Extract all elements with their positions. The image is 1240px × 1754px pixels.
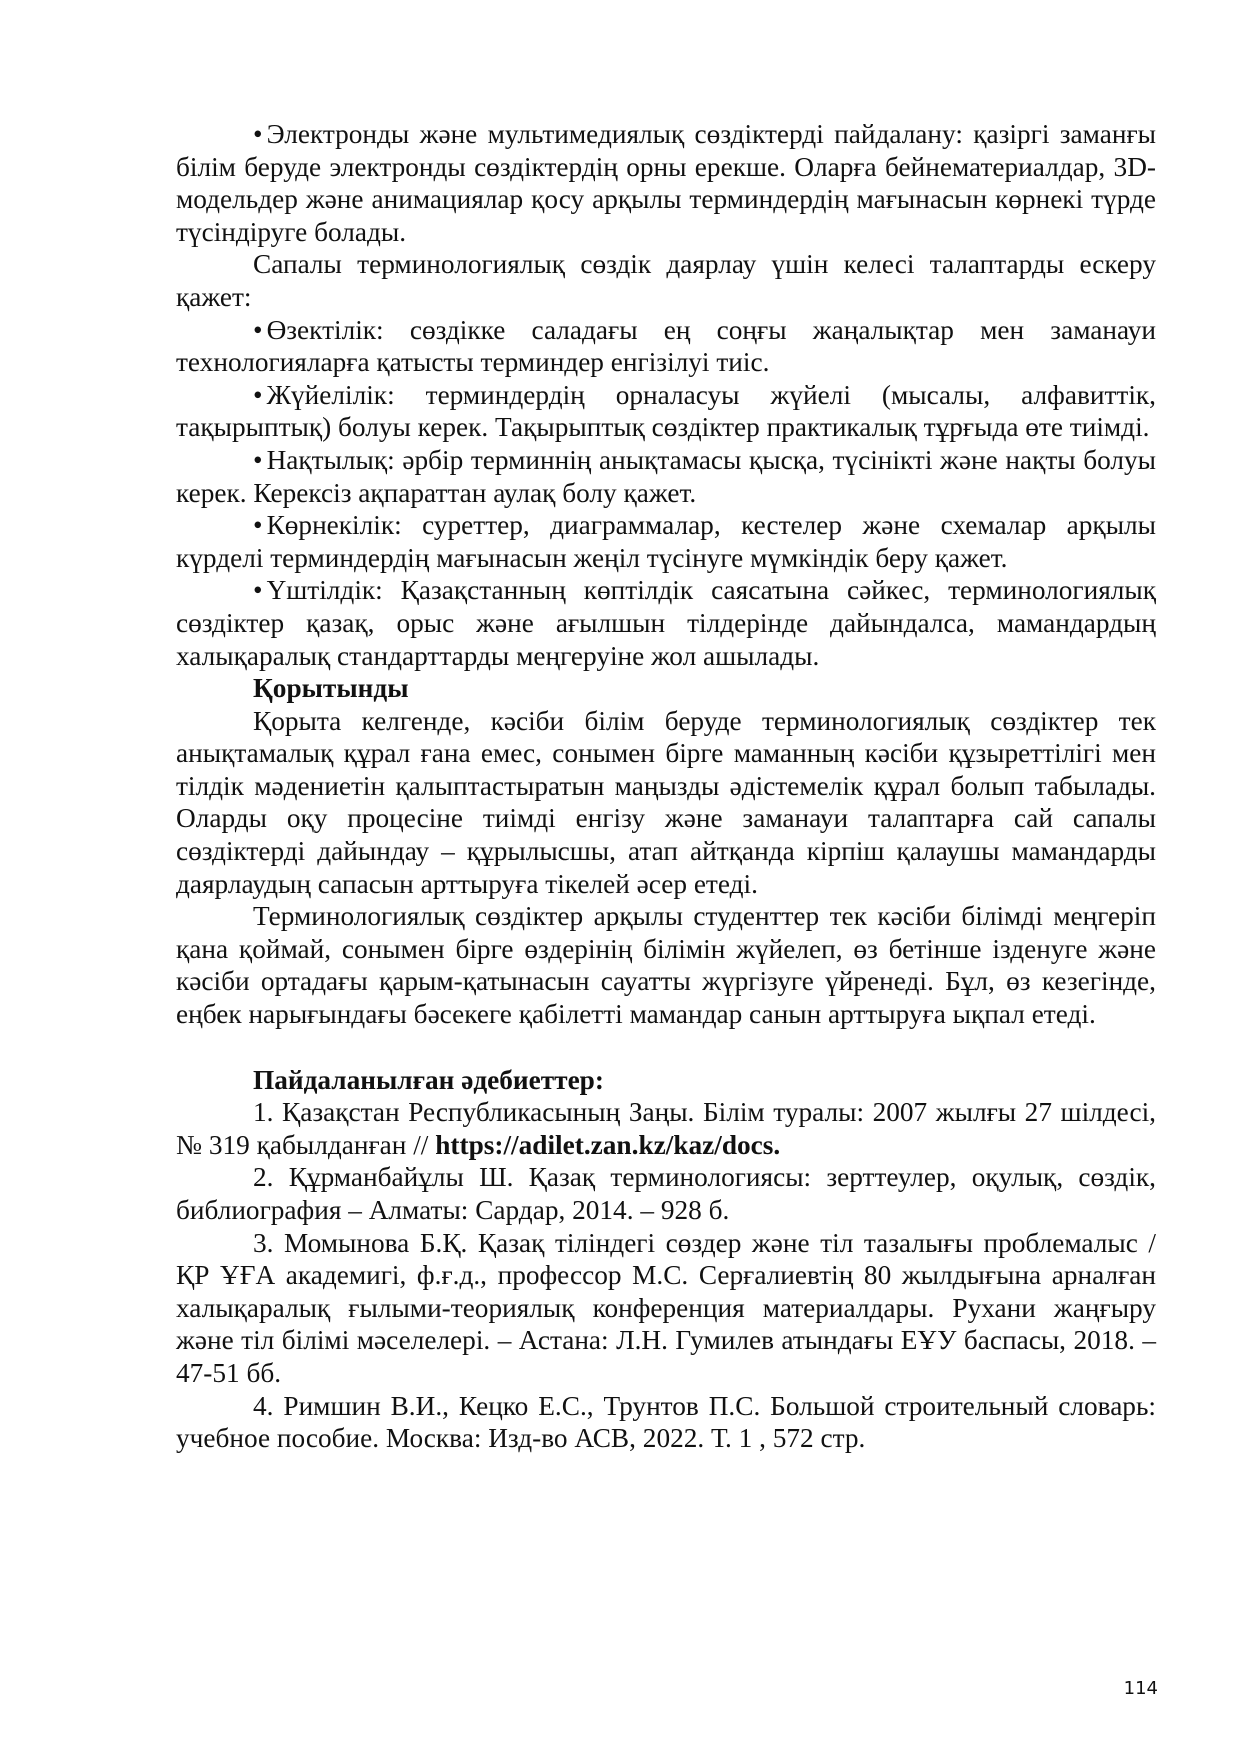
conclusion-paragraph: Қорыта келгенде, кәсіби білім беруде терминологиялық сөздіктер тек анықтамалық құрал ғана емес, сонымен бірге маманның кәсіби құзыреттілігі мен тілдік мәдениетін қалыптастыратын маңызды әдістемелік құрал болып табылады. Оларды оқу процесіне тиімді енгізу және заманауи талаптарға сай сапалы сөздіктерді дайындау – құрылысшы, атап айтқанда кірпіш қалаушы мамандарды даярлаудың сапасын арттыруға тікелей әсер етеді. — [176, 705, 1156, 899]
bullet-icon: • — [253, 379, 263, 410]
bullet-text: Нақтылық: әрбір терминнің анықтамасы қысқа, түсінікті және нақты болуы керек. Керексіз ақпараттан аулақ болу қажет. — [176, 444, 1156, 508]
references-heading: Пайдаланылған әдебиеттер: — [253, 1064, 604, 1095]
reference-text: 4. Римшин В.И., Кецко Е.С., Трунтов П.С. Большой строительный словарь: учебное пособие. Москва: Изд-во АСВ, 2022. Т. 1 , 572 стр. — [176, 1390, 1156, 1454]
reference-item — [176, 1227, 1156, 1390]
reference-link[interactable]: https://adilet.zan.kz/kaz/docs. — [435, 1129, 781, 1160]
bullet-icon: • — [253, 119, 263, 149]
bullet-icon: • — [253, 444, 263, 475]
bullet-icon: • — [253, 510, 263, 541]
bullet-text: Көрнекілік: суреттер, диаграммалар, кестелер және схемалар арқылы күрделі терминдердің мағынасын жеңіл түсінуге мүмкіндік беру қажет. — [176, 510, 1156, 573]
reference-item — [176, 1161, 1156, 1226]
page-body — [176, 118, 1156, 1455]
bullet-text: Өзектілік: сөздікке саладағы ең соңғы жаңалықтар мен заманауи технологияларға қатысты терминдер енгізілуі тиіс. — [176, 314, 1156, 378]
bullet-text: Үштілдік: Қазақстанның көптілдік саясатына сәйкес, терминологиялық сөздіктер қазақ, орыс және ағылшын тілдерінде дайындалса, мамандардың халықаралық стандарттарды меңгеруіне жол ашылады. — [176, 575, 1156, 671]
bullet-paragraph — [176, 509, 1156, 574]
reference-item — [176, 1096, 1156, 1161]
reference-item — [176, 1390, 1156, 1455]
conclusion-paragraph: Терминологиялық сөздіктер арқылы студенттер тек кәсіби білімді меңгеріп қана қоймай, сонымен бірге өздерінің білімін жүйелеп, өз бетінше ізденуге және кәсіби ортадағы қарым-қатынасын сауатты жүргізуге үйренеді. Бұл, өз кезегінде, еңбек нарығындағы бәсекеге қабілетті мамандар санын арттыруға ықпал етеді. — [176, 901, 1156, 1030]
bullet-text: Электронды және мультимедиялық сөздіктерді пайдалану: қазіргі заманғы білім беруде электронды сөздіктердің орны ерекше. Оларға бейнематериалдар, 3D-модельдер және анимациялар қосу арқылы терминдердің мағынасын көрнекі түрде түсіндіруге болады. — [176, 119, 1156, 247]
reference-text: 3. Момынова Б.Қ. Қазақ тіліндегі сөздер және тіл тазалығы проблемалыс / ҚР ҰҒА академигі, ф.ғ.д., профессор М.С. Серғалиевтің 80 жылдығына арналған халықаралық ғылыми-теориялық конференция материалдары. Рухани жаңғыру және тіл білімі мәселелері. – Астана: Л.Н. Гумилев атындағы ЕҰУ баспасы, 2018. – 47-51 бб. — [176, 1227, 1156, 1388]
bullet-paragraph — [176, 379, 1156, 444]
bullet-icon: • — [253, 314, 263, 345]
section-gap — [176, 1031, 1156, 1064]
conclusion-heading: Қорытынды — [253, 673, 409, 704]
reference-text: 1. Қазақстан Республикасының Заңы. Білім туралы: 2007 жылғы 27 шілдесі, № 319 қабылданған // — [176, 1097, 1156, 1160]
reference-text: 2. Құрманбайұлы Ш. Қазақ терминологиясы: зерттеулер, оқулық, сөздік, библиография – Алматы: Сардар, 2014. – 928 б. — [176, 1162, 1156, 1225]
bullet-paragraph — [176, 314, 1156, 379]
bullet-paragraph — [176, 444, 1156, 509]
bullet-text: Жүйелілік: терминдердің орналасуы жүйелі (мысалы, алфавиттік, тақырыптық) болуы керек. Тақырыптық сөздіктер практикалық тұрғыда өте тиімді. — [176, 379, 1156, 443]
bullet-paragraph — [176, 574, 1156, 672]
page-number: 114 — [1123, 1678, 1158, 1699]
requirements-intro: Сапалы терминологиялық сөздік даярлау үшін келесі талаптарды ескеру қажет: — [176, 249, 1156, 312]
bullet-icon: • — [253, 575, 263, 606]
bullet-paragraph — [176, 118, 1156, 248]
